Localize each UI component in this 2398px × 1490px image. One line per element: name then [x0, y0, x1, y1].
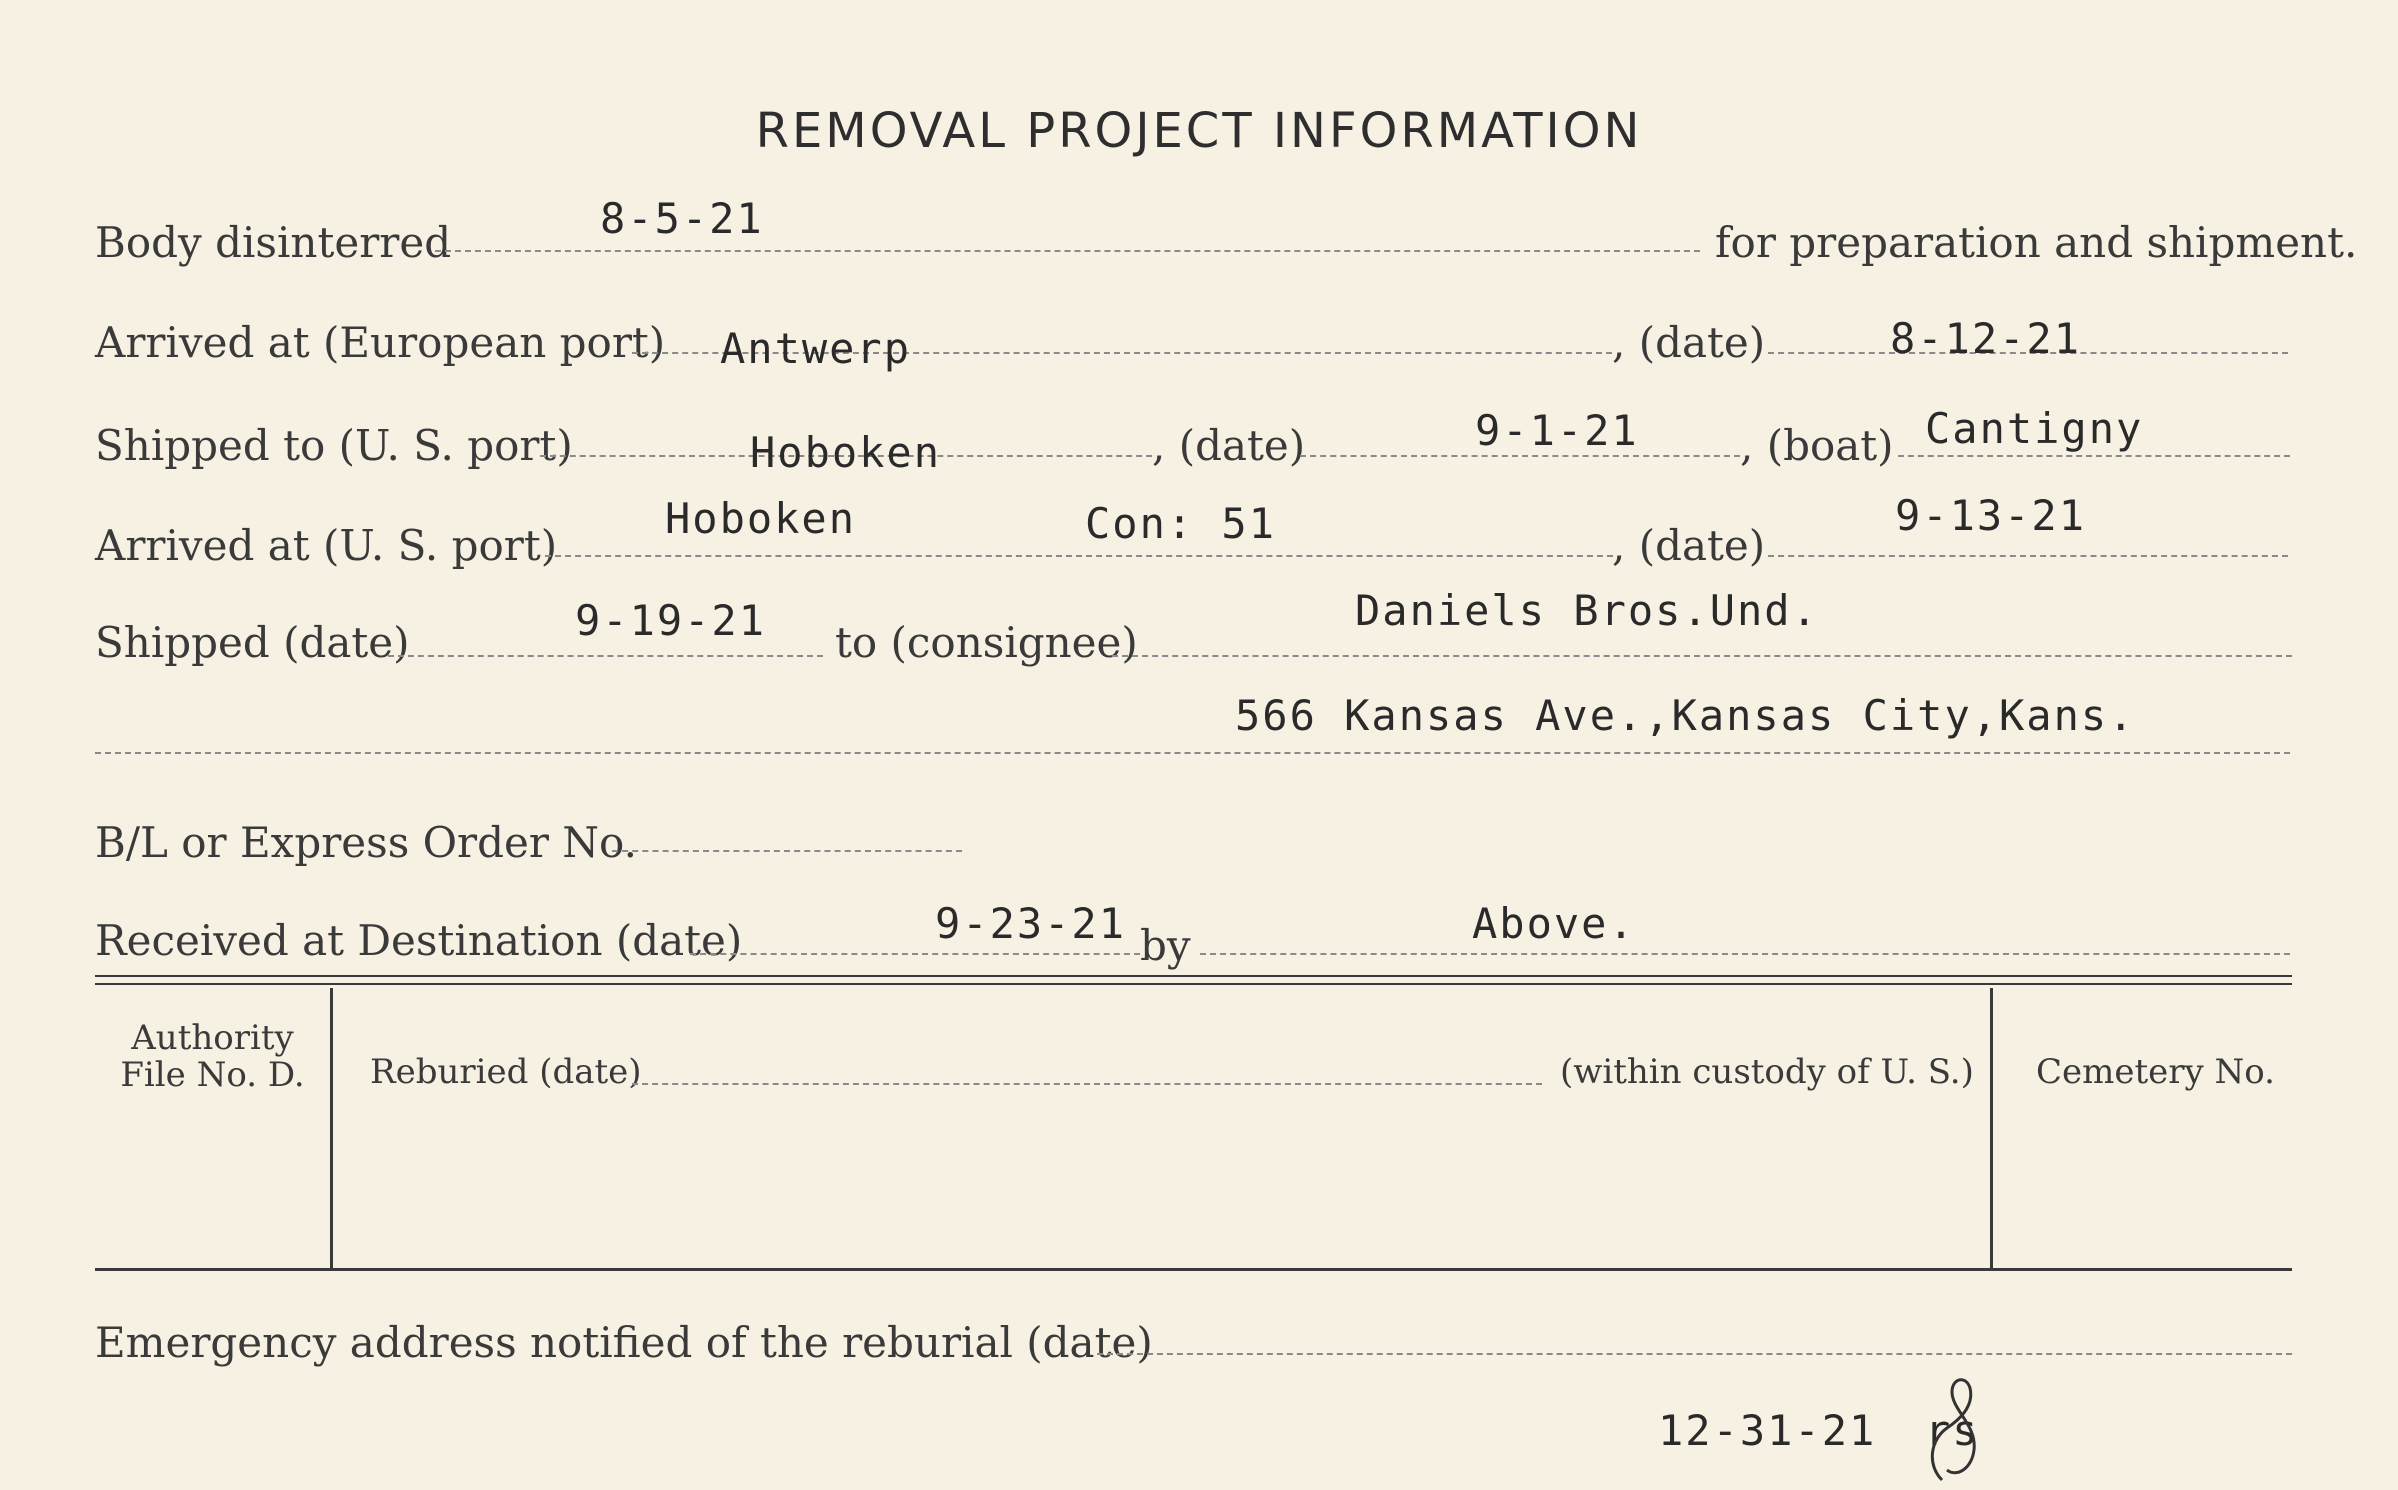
body-disinterred-line — [435, 250, 1700, 252]
received-by-line — [1200, 953, 2290, 955]
reburied-date-line — [632, 1083, 1542, 1085]
card-title: REMOVAL PROJECT INFORMATION — [755, 103, 1643, 159]
table-divider-right — [1990, 988, 1993, 1268]
body-disinterred-value: 8-5-21 — [600, 194, 764, 243]
consignee-line — [1112, 655, 2292, 657]
shipped-us-label: Shipped to (U. S. port) — [95, 421, 573, 470]
arrived-us-date-value: 9-13-21 — [1895, 491, 2087, 540]
custody-label: (within custody of U. S.) — [1560, 1052, 1974, 1092]
shipped-us-date-value: 9-1-21 — [1475, 406, 1639, 455]
table-bottom-rule — [95, 1268, 2292, 1271]
consignee-label: to (consignee) — [835, 618, 1138, 667]
footer-date-stamp: 12-31-21 — [1658, 1406, 1877, 1455]
arrived-us-port-value: Hoboken — [665, 494, 857, 543]
arrived-european-label: Arrived at (European port) — [95, 318, 666, 367]
emergency-line — [1097, 1353, 2292, 1355]
bl-order-label: B/L or Express Order No. — [95, 818, 637, 867]
consignee-value: Daniels Bros.Und. — [1355, 586, 1819, 635]
arrived-european-port-value: Antwerp — [720, 324, 912, 373]
arrived-us-date-label: , (date) — [1612, 521, 1766, 570]
arrived-us-label: Arrived at (U. S. port) — [95, 521, 558, 570]
received-by-value: Above. — [1472, 899, 1636, 948]
consignee-address-value: 566 Kansas Ave.,Kansas City,Kans. — [1235, 691, 2136, 740]
received-by-label: by — [1140, 921, 1191, 970]
table-top-rule-2 — [95, 983, 2292, 985]
received-date-line — [690, 953, 1140, 955]
preparation-shipment-text: for preparation and shipment. — [1715, 218, 2358, 267]
received-label: Received at Destination (date) — [95, 916, 743, 965]
shipped-us-port-value: Hoboken — [750, 428, 942, 477]
bl-order-line — [612, 850, 962, 852]
shipped-us-boat-label: , (boat) — [1740, 421, 1894, 470]
arrived-european-date-label: , (date) — [1612, 318, 1766, 367]
shipped-us-boat-value: Cantigny — [1925, 404, 2144, 453]
arrived-european-date-value: 8-12-21 — [1890, 314, 2082, 363]
shipped-date-line — [388, 655, 823, 657]
body-disinterred-label: Body disinterred — [95, 218, 452, 267]
table-top-rule-1 — [95, 975, 2292, 977]
initials-text: rs — [1925, 1406, 1980, 1455]
reburied-date-label: Reburied (date) — [370, 1052, 642, 1092]
shipped-us-date-line — [1300, 455, 1740, 457]
cemetery-no-label: Cemetery No. — [2036, 1052, 2275, 1092]
table-divider-left — [330, 988, 333, 1268]
received-date-value: 9-23-21 — [935, 899, 1127, 948]
initials-signature-icon — [1922, 1370, 1992, 1490]
arrived-us-port-line — [545, 555, 1613, 557]
arrived-us-con-value: Con: 51 — [1085, 499, 1277, 548]
shipped-date-label: Shipped (date) — [95, 618, 410, 667]
address-line — [95, 752, 2290, 754]
authority-file-label: Authority File No. D. — [120, 1018, 305, 1096]
shipped-us-date-label: , (date) — [1152, 421, 1306, 470]
arrived-us-date-line — [1768, 555, 2288, 557]
shipped-date-value: 9-19-21 — [575, 596, 767, 645]
shipped-us-boat-line — [1898, 455, 2290, 457]
emergency-label: Emergency address notified of the reburial (date) — [95, 1318, 1153, 1367]
